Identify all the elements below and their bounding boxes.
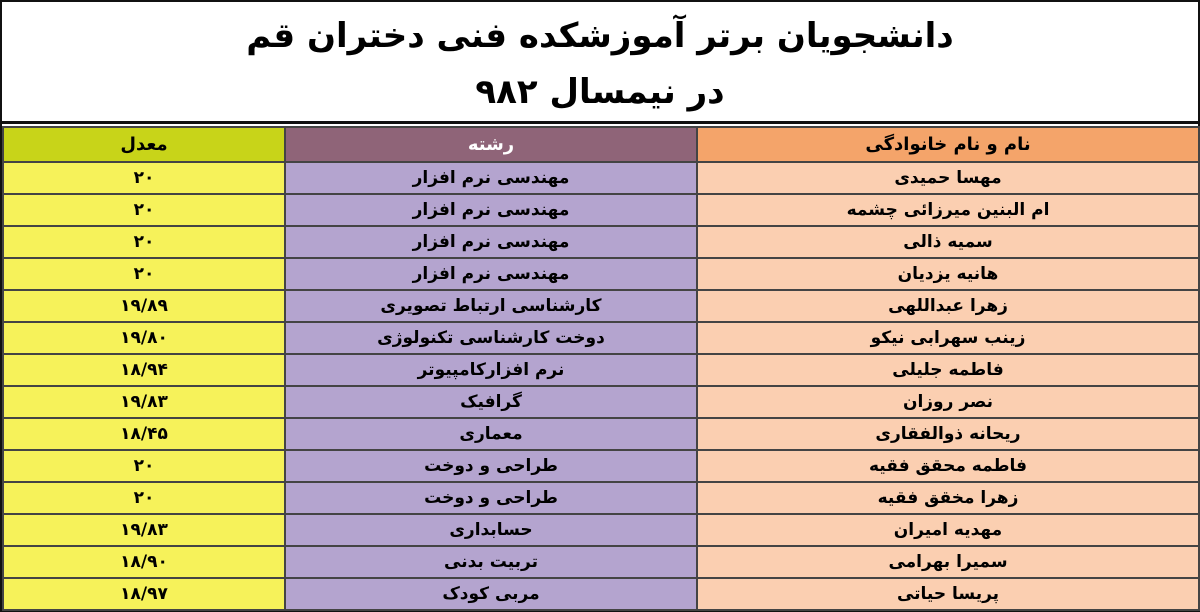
student-name-cell: نصر روزان [697, 386, 1199, 418]
field-of-study-cell: حسابداری [285, 514, 697, 546]
page-title: دانشجویان برتر آموزشکده فنی دختران قم [246, 16, 954, 56]
top-students-table [2, 126, 1200, 611]
table-row [3, 546, 1199, 578]
table-row [3, 578, 1199, 610]
table-row [3, 386, 1199, 418]
table-row [3, 450, 1199, 482]
title-area [2, 2, 1198, 124]
header-average: معدل [3, 127, 285, 162]
student-name-cell: ریحانه ذوالفقاری [697, 418, 1199, 450]
field-of-study-cell: کارشناسی ارتباط تصویری [285, 290, 697, 322]
student-name-cell: مهسا حمیدی [697, 162, 1199, 194]
table-row [3, 258, 1199, 290]
table-row [3, 514, 1199, 546]
grade-average-cell: ۱۸/۹۴ [3, 354, 285, 386]
field-of-study-cell: مهندسی نرم افزار [285, 258, 697, 290]
header-name: نام و نام خانوادگی [697, 127, 1199, 162]
student-name-cell: سمیرا بهرامی [697, 546, 1199, 578]
table-row [3, 482, 1199, 514]
grade-average-cell: ۲۰ [3, 226, 285, 258]
table-row [3, 226, 1199, 258]
student-name-cell: فاطمه محقق فقیه [697, 450, 1199, 482]
grade-average-cell: ۱۹/۸۰ [3, 322, 285, 354]
student-name-cell: زینب سهرابی نیکو [697, 322, 1199, 354]
grade-average-cell: ۲۰ [3, 194, 285, 226]
grade-average-cell: ۱۸/۴۵ [3, 418, 285, 450]
student-name-cell: زهرا مخقق فقیه [697, 482, 1199, 514]
table-row [3, 322, 1199, 354]
field-of-study-cell: گرافیک [285, 386, 697, 418]
grade-average-cell: ۲۰ [3, 450, 285, 482]
grade-average-cell: ۱۹/۸۳ [3, 514, 285, 546]
table-row [3, 418, 1199, 450]
table-row [3, 290, 1199, 322]
student-name-cell: مهدیه امیران [697, 514, 1199, 546]
grade-average-cell: ۱۸/۹۷ [3, 578, 285, 610]
field-of-study-cell: دوخت کارشناسی تکنولوژی [285, 322, 697, 354]
grade-average-cell: ۲۰ [3, 162, 285, 194]
header-field: رشته [285, 127, 697, 162]
field-of-study-cell: طراحی و دوخت [285, 482, 697, 514]
student-name-cell: سمیه ذالی [697, 226, 1199, 258]
page-subtitle: در نیمسال ۹۸۲ [475, 72, 725, 112]
grade-average-cell: ۱۹/۸۳ [3, 386, 285, 418]
table-row [3, 194, 1199, 226]
table-row [3, 354, 1199, 386]
student-name-cell: پریسا حیاتی [697, 578, 1199, 610]
field-of-study-cell: معماری [285, 418, 697, 450]
field-of-study-cell: طراحی و دوخت [285, 450, 697, 482]
student-name-cell: فاطمه جلیلی [697, 354, 1199, 386]
grade-average-cell: ۲۰ [3, 258, 285, 290]
field-of-study-cell: مربی کودک [285, 578, 697, 610]
grade-average-cell: ۲۰ [3, 482, 285, 514]
field-of-study-cell: نرم افزارکامپیوتر [285, 354, 697, 386]
table-header-row [3, 127, 1199, 162]
grade-average-cell: ۱۸/۹۰ [3, 546, 285, 578]
field-of-study-cell: مهندسی نرم افزار [285, 226, 697, 258]
field-of-study-cell: مهندسی نرم افزار [285, 194, 697, 226]
table-body [3, 162, 1199, 610]
student-name-cell: هانیه یزدیان [697, 258, 1199, 290]
grade-average-cell: ۱۹/۸۹ [3, 290, 285, 322]
field-of-study-cell: مهندسی نرم افزار [285, 162, 697, 194]
student-name-cell: زهرا عبداللهی [697, 290, 1199, 322]
table-row [3, 162, 1199, 194]
field-of-study-cell: تربیت بدنی [285, 546, 697, 578]
student-name-cell: ام البنین میرزائی چشمه [697, 194, 1199, 226]
